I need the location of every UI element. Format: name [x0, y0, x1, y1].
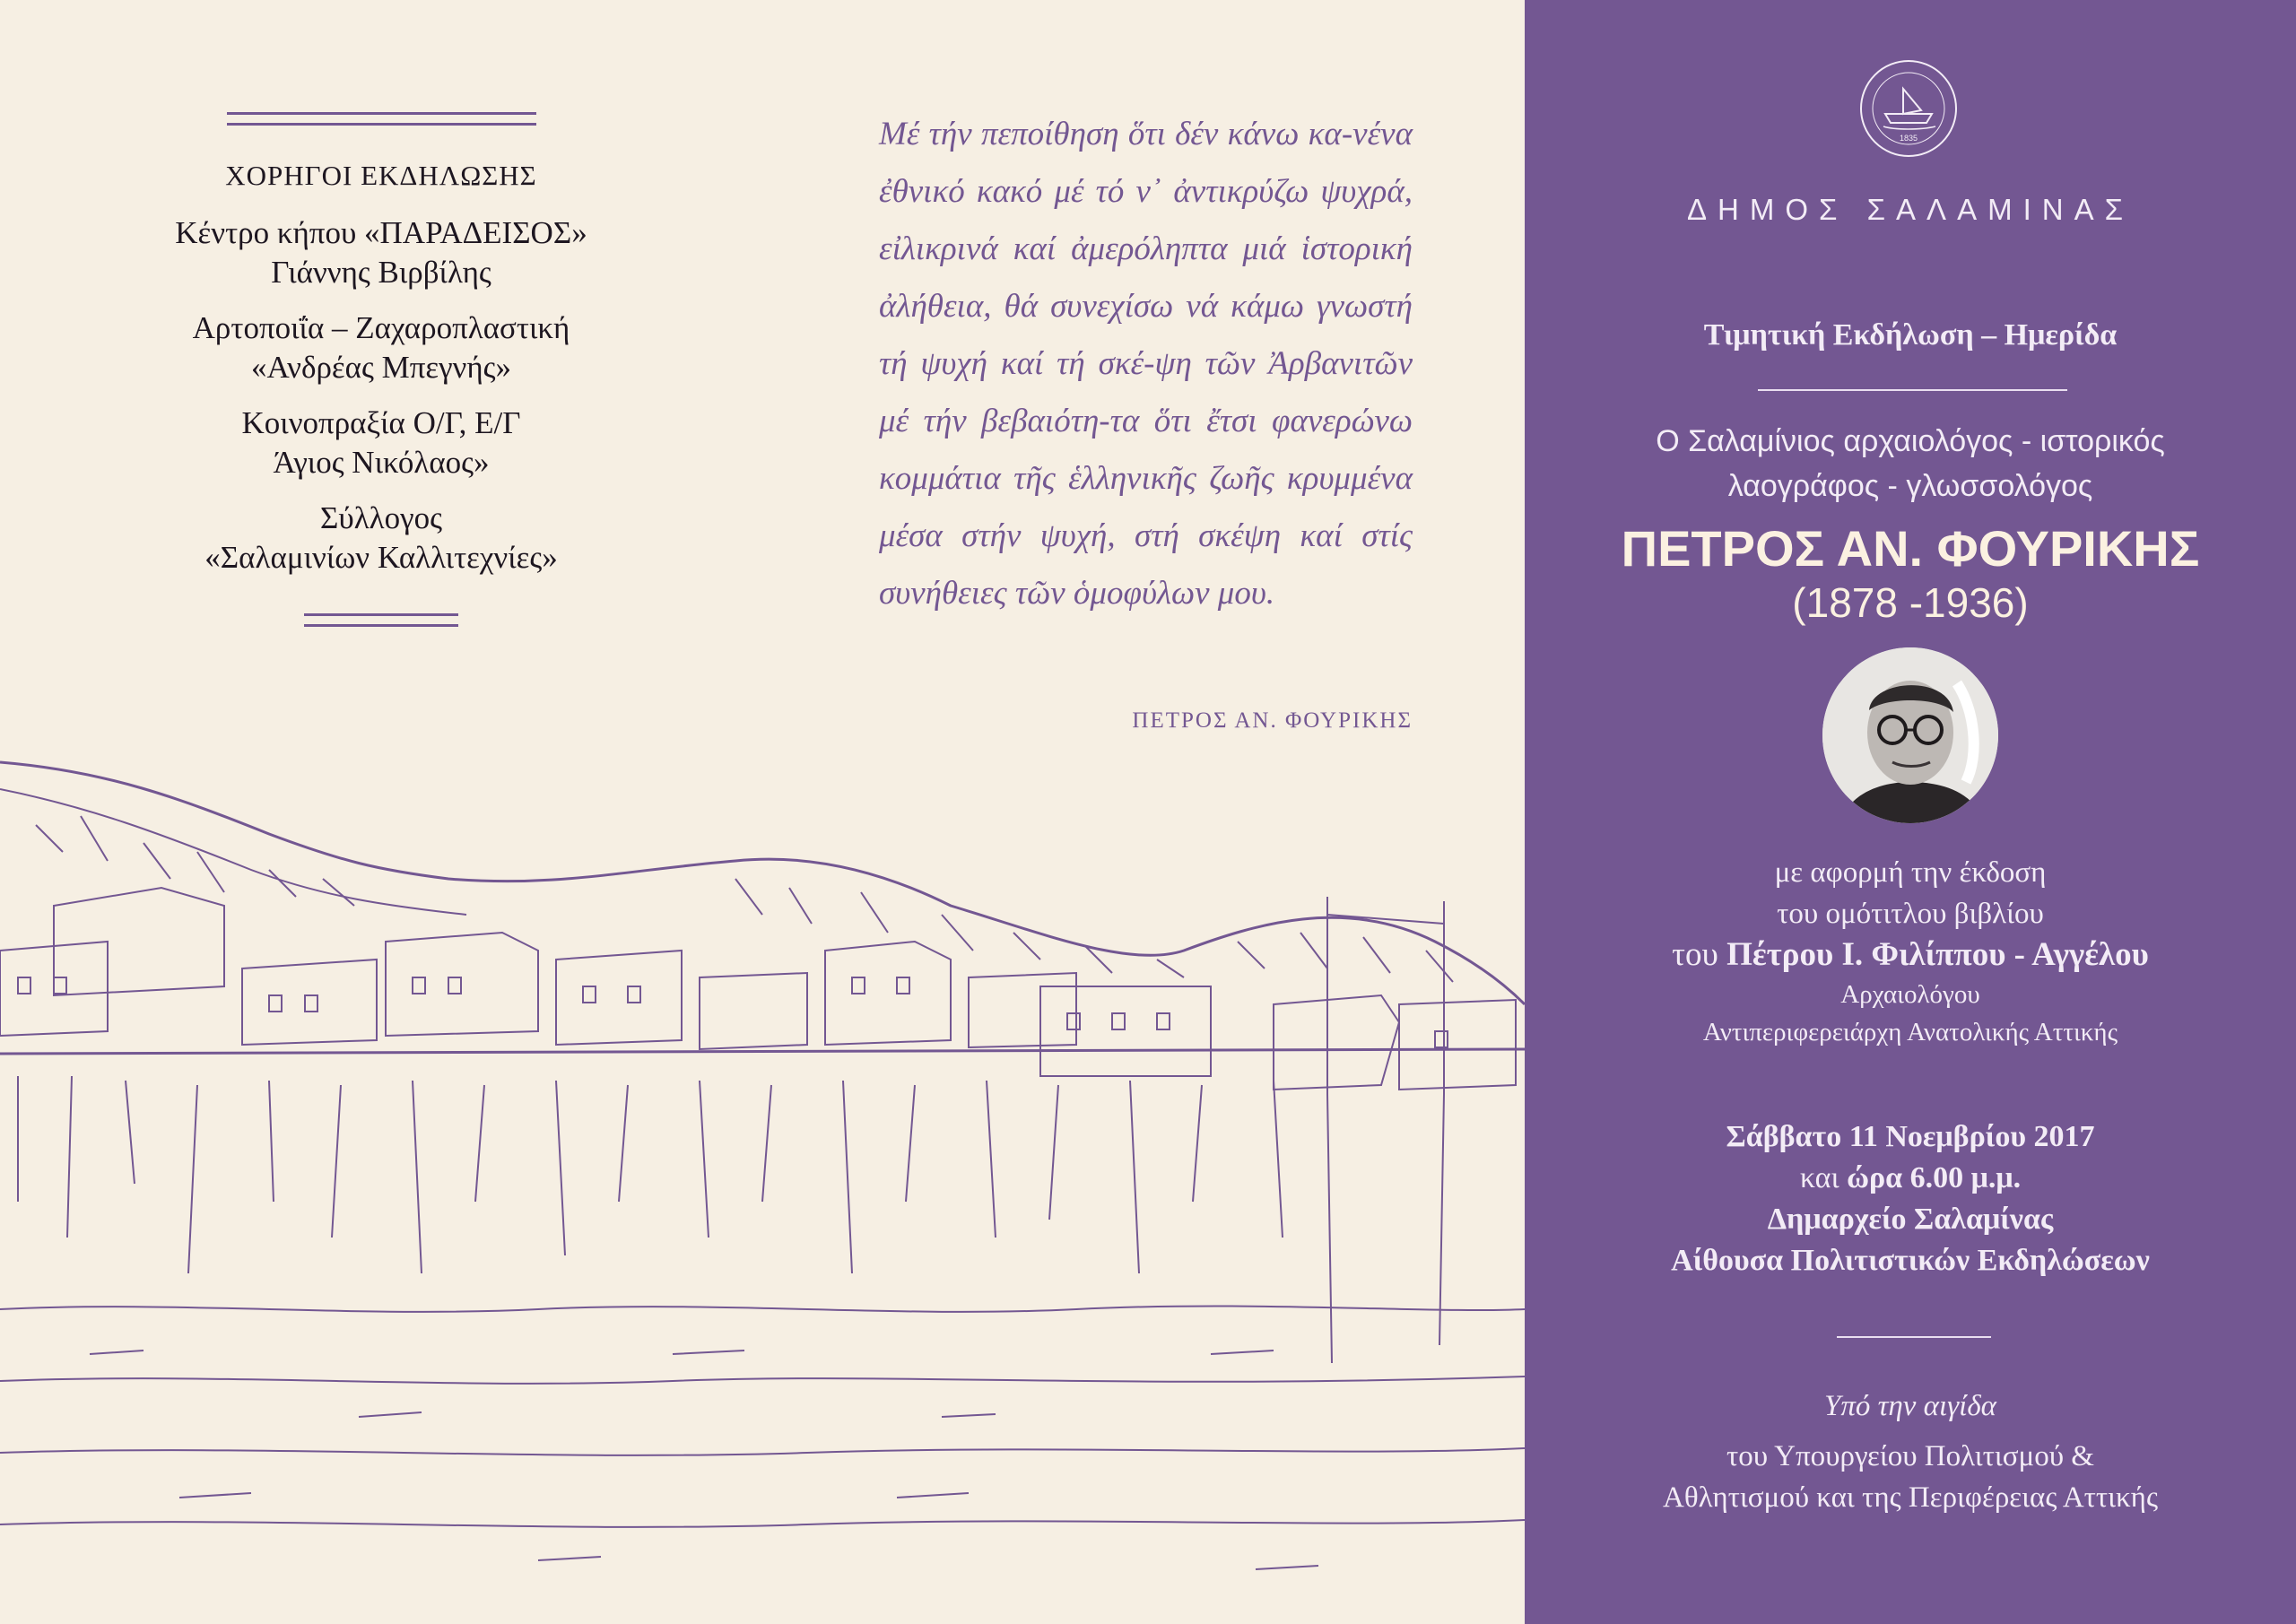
quote-text: Μέ τήν πεποίθηση ὅτι δέν κάνω κα-νένα ἐθνικό κακό μέ τό ν᾿ ἀντικρύζω ψυχρά, εἰλικρινά καί ἀμερόληπτα μιά ἱστορική ἀλήθεια, θά συνεχίσω νά κάμω γνωστή τή ψυχή καί τή σκέ-ψη τῶν Ἀρβανιτῶν μέ τήν βεβαιότη-τα ὅτι ἔτσι φανερώνω κομμάτια τῆς ἑλληνικῆς ζωῆς κρυμμένα μέσα στήν ψυχή, στή σκέψη καί στίς συνήθειες τῶν ὁμοφύλων μου. — [879, 116, 1413, 612]
municipality-name: ΔΗΜΟΣ ΣΑΛΑΜΙΝΑΣ — [1687, 193, 2134, 226]
time-prefix: και — [1799, 1161, 1839, 1194]
occasion-line: του ομότιτλου βιβλίου — [1777, 898, 2044, 930]
sponsors-block — [135, 112, 628, 627]
right-panel — [1525, 0, 2296, 1624]
top-double-rule — [227, 112, 536, 126]
sponsor-line: «Σαλαμινίων Καλλιτεχνίες» — [204, 540, 558, 575]
aegis-line: του Υπουργείου Πολιτισμού & — [1726, 1440, 2094, 1472]
subtitle-line: Ο Σαλαμίνιος αρχαιολόγος - ιστορικός — [1656, 424, 2165, 458]
sponsor-item — [135, 213, 628, 292]
event-time: ώρα 6.00 μ.μ. — [1847, 1161, 2022, 1194]
aegis-intro: Υπό την αιγίδα — [1823, 1390, 1997, 1422]
sponsor-item — [135, 404, 628, 482]
occasion-block — [1525, 852, 2296, 1051]
aegis-line: Αθλητισμού και της Περιφέρειας Αττικής — [1662, 1481, 2159, 1514]
author-prefix: του — [1672, 936, 1718, 973]
aegis-block — [1525, 1385, 2296, 1518]
honoree-years: (1878 -1936) — [1792, 579, 2029, 626]
sponsor-line: Κέντρο κήπου «ΠΑΡΑΔΕΙΣΟΣ» — [175, 215, 587, 250]
sponsor-line: «Ανδρέας Μπεγνής» — [250, 350, 512, 385]
logo-year: 1835 — [1899, 134, 1918, 143]
honoree-name: ΠΕΤΡΟΣ ΑΝ. ΦΟΥΡΙΚΗΣ — [1621, 520, 2200, 577]
portrait-drawing — [1822, 647, 1998, 823]
event-time-line — [1525, 1158, 2296, 1199]
divider — [1837, 1336, 1991, 1338]
sponsors-title: ΧΟΡΗΓΟΙ ΕΚΔΗΛΩΣΗΣ — [225, 160, 537, 191]
event-type: Τιμητική Εκδήλωση – Ημερίδα — [1703, 318, 2118, 352]
sponsor-line: Γιάννης Βιρβίλης — [271, 255, 491, 290]
sponsor-item — [135, 499, 628, 578]
event-hall: Αίθουσα Πολιτιστικών Εκδηλώσεων — [1671, 1244, 2150, 1277]
divider — [1758, 389, 2067, 391]
sponsor-item — [135, 308, 628, 387]
author-role: Αντιπεριφερειάρχη Ανατολικής Αττικής — [1702, 1018, 2118, 1046]
sponsor-line: Άγιος Νικόλαος» — [273, 445, 490, 480]
event-venue: Δημαρχείο Σαλαμίνας — [1767, 1203, 2054, 1236]
event-details — [1525, 1116, 2296, 1281]
harbor-sketch-illustration — [0, 735, 1525, 1624]
author-line — [1525, 934, 2296, 976]
honoree-subtitle — [1525, 419, 2296, 508]
sponsor-line: Αρτοποιΐα – Ζαχαροπλαστική — [192, 310, 570, 345]
occasion-line: με αφορμή την έκδοση — [1774, 856, 2047, 889]
event-date: Σάββατο 11 Νοεμβρίου 2017 — [1726, 1120, 2095, 1153]
author-name: Πέτρου Ι. Φιλίππου - Αγγέλου — [1726, 936, 2149, 973]
quote-signature: ΠΕΤΡΟΣ ΑΝ. ΦΟΥΡΙΚΗΣ — [1132, 708, 1413, 733]
sponsor-line: Σύλλογος — [320, 500, 442, 535]
portrait-photo — [1822, 647, 1998, 823]
bottom-double-rule — [304, 613, 458, 627]
sponsor-line: Κοινοπραξία Ο/Γ, Ε/Γ — [241, 405, 521, 440]
author-role: Αρχαιολόγου — [1840, 980, 1980, 1009]
ship-seal-icon — [1858, 58, 1959, 159]
subtitle-line: λαογράφος - γλωσσολόγος — [1727, 469, 2093, 503]
